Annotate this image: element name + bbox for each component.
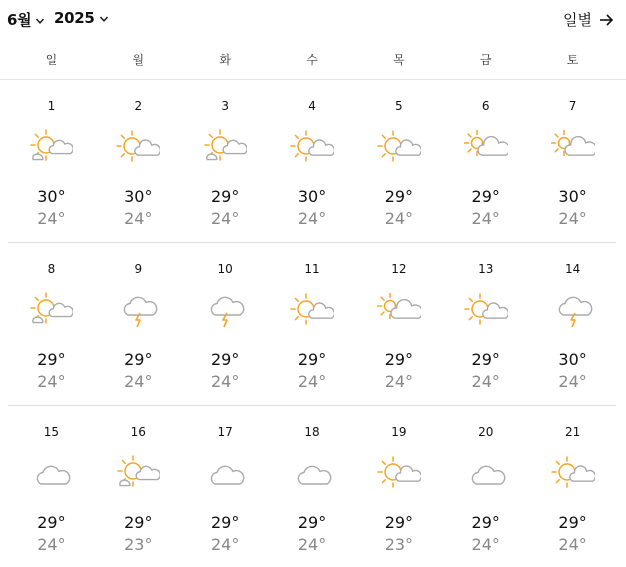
day-cell[interactable] — [269, 243, 356, 401]
thunderstorm-icon — [203, 291, 247, 331]
thunderstorm-icon — [116, 291, 160, 331]
year-selector[interactable] — [54, 9, 109, 27]
day-cell[interactable] — [182, 80, 269, 238]
day-cell[interactable] — [8, 80, 95, 238]
low-temp: 24° — [471, 535, 500, 554]
low-temp: 24° — [471, 209, 500, 228]
partly-cloudy-icon — [551, 454, 595, 494]
weekday-sat: 토 — [566, 53, 579, 67]
day-cell[interactable] — [182, 243, 269, 401]
partly-cloudy-small-cloud-icon — [116, 454, 160, 494]
high-temp: 29° — [124, 350, 153, 369]
day-date: 10 — [217, 262, 233, 276]
weekday-fri: 금 — [479, 53, 492, 67]
weekday-wed: 수 — [306, 53, 318, 67]
day-cell[interactable] — [95, 243, 182, 401]
day-cell[interactable] — [529, 243, 616, 401]
weekday-header-row — [8, 46, 616, 78]
calendar-week-row — [8, 243, 616, 401]
day-cell[interactable] — [95, 406, 182, 564]
high-temp: 30° — [558, 350, 587, 369]
weekday-thu: 목 — [393, 53, 405, 67]
weekday-sun: 일 — [45, 53, 58, 67]
low-temp: 24° — [210, 535, 240, 554]
day-date: 19 — [391, 425, 407, 439]
thunderstorm-icon — [551, 291, 595, 331]
cloudy-icon — [203, 454, 247, 494]
partly-cloudy-icon — [290, 128, 334, 168]
low-temp: 23° — [384, 535, 414, 554]
high-temp: 29° — [37, 350, 66, 369]
low-temp: 24° — [124, 209, 153, 228]
high-temp: 29° — [384, 350, 414, 369]
high-temp: 30° — [297, 187, 327, 206]
day-date: 8 — [47, 262, 56, 276]
day-date: 1 — [47, 99, 56, 113]
high-temp: 29° — [297, 350, 327, 369]
high-temp: 29° — [210, 350, 240, 369]
low-temp: 24° — [471, 372, 500, 391]
calendar-week-row — [8, 406, 616, 564]
day-cell[interactable] — [269, 80, 356, 238]
high-temp: 29° — [210, 187, 240, 206]
chevron-down-icon — [99, 14, 109, 24]
calendar-week-row — [8, 80, 616, 238]
day-date: 9 — [134, 262, 143, 276]
low-temp: 24° — [210, 372, 240, 391]
day-cell[interactable] — [442, 80, 529, 238]
calendar-header — [0, 0, 626, 40]
day-date: 5 — [395, 99, 403, 113]
low-temp: 24° — [297, 535, 327, 554]
high-temp: 29° — [471, 513, 500, 532]
low-temp: 23° — [124, 535, 153, 554]
low-temp: 24° — [297, 209, 327, 228]
cloudy-icon — [464, 454, 508, 494]
high-temp: 30° — [124, 187, 153, 206]
day-date: 4 — [308, 99, 316, 113]
day-date: 12 — [391, 262, 407, 276]
partly-cloudy-small-cloud-icon — [29, 128, 73, 168]
partly-cloudy-icon — [377, 128, 421, 168]
day-date: 13 — [478, 262, 494, 276]
high-temp: 29° — [471, 350, 500, 369]
day-cell[interactable] — [8, 243, 95, 401]
low-temp: 24° — [558, 535, 587, 554]
day-date: 7 — [568, 99, 577, 113]
high-temp: 29° — [37, 513, 66, 532]
high-temp: 29° — [297, 513, 327, 532]
day-cell[interactable] — [269, 406, 356, 564]
low-temp: 24° — [37, 209, 66, 228]
day-cell[interactable] — [182, 406, 269, 564]
day-date: 17 — [217, 425, 233, 439]
high-temp: 30° — [37, 187, 66, 206]
high-temp: 30° — [558, 187, 587, 206]
weekday-tue: 화 — [219, 53, 231, 67]
low-temp: 24° — [210, 209, 240, 228]
low-temp: 24° — [384, 209, 414, 228]
month-label: 6월 — [7, 11, 32, 29]
cloudy-icon — [29, 454, 73, 494]
weekday-mon: 월 — [132, 53, 145, 67]
chevron-down-icon — [35, 16, 45, 26]
day-cell[interactable] — [355, 406, 442, 564]
low-temp: 24° — [558, 372, 587, 391]
high-temp: 29° — [384, 513, 414, 532]
day-date: 21 — [564, 425, 581, 439]
partly-cloudy-icon — [290, 291, 334, 331]
day-date: 18 — [304, 425, 320, 439]
partly-cloudy-icon — [377, 454, 421, 494]
day-date: 11 — [304, 262, 320, 276]
high-temp: 29° — [558, 513, 587, 532]
low-temp: 24° — [384, 372, 414, 391]
high-temp: 29° — [384, 187, 414, 206]
mostly-cloudy-icon — [377, 291, 421, 331]
cloudy-icon — [290, 454, 334, 494]
low-temp: 24° — [37, 535, 66, 554]
low-temp: 24° — [124, 372, 153, 391]
low-temp: 24° — [37, 372, 66, 391]
day-date: 3 — [221, 99, 229, 113]
partly-cloudy-small-cloud-icon — [203, 128, 247, 168]
daily-view-button[interactable] — [563, 9, 614, 30]
day-cell[interactable] — [529, 406, 616, 564]
low-temp: 24° — [297, 372, 327, 391]
daily-view-label: 일별 — [563, 11, 592, 29]
day-date: 20 — [478, 425, 494, 439]
day-date: 14 — [564, 262, 581, 276]
month-selector[interactable] — [7, 9, 45, 30]
partly-cloudy-icon — [464, 291, 508, 331]
year-label: 2025 — [54, 9, 95, 27]
partly-cloudy-icon — [116, 128, 160, 168]
day-date: 6 — [481, 99, 490, 113]
day-cell[interactable] — [8, 406, 95, 564]
mostly-cloudy-icon — [464, 128, 508, 168]
high-temp: 29° — [124, 513, 153, 532]
day-date: 16 — [130, 425, 146, 439]
low-temp: 24° — [558, 209, 587, 228]
arrow-right-icon — [598, 12, 614, 28]
day-cell[interactable] — [442, 406, 529, 564]
day-cell[interactable] — [355, 243, 442, 401]
day-cell[interactable] — [442, 243, 529, 401]
day-date: 15 — [43, 425, 60, 439]
day-cell[interactable] — [529, 80, 616, 238]
partly-cloudy-small-cloud-icon — [29, 291, 73, 331]
day-cell[interactable] — [355, 80, 442, 238]
high-temp: 29° — [210, 513, 240, 532]
mostly-cloudy-icon — [551, 128, 595, 168]
day-cell[interactable] — [95, 80, 182, 238]
high-temp: 29° — [471, 187, 500, 206]
day-date: 2 — [134, 99, 143, 113]
